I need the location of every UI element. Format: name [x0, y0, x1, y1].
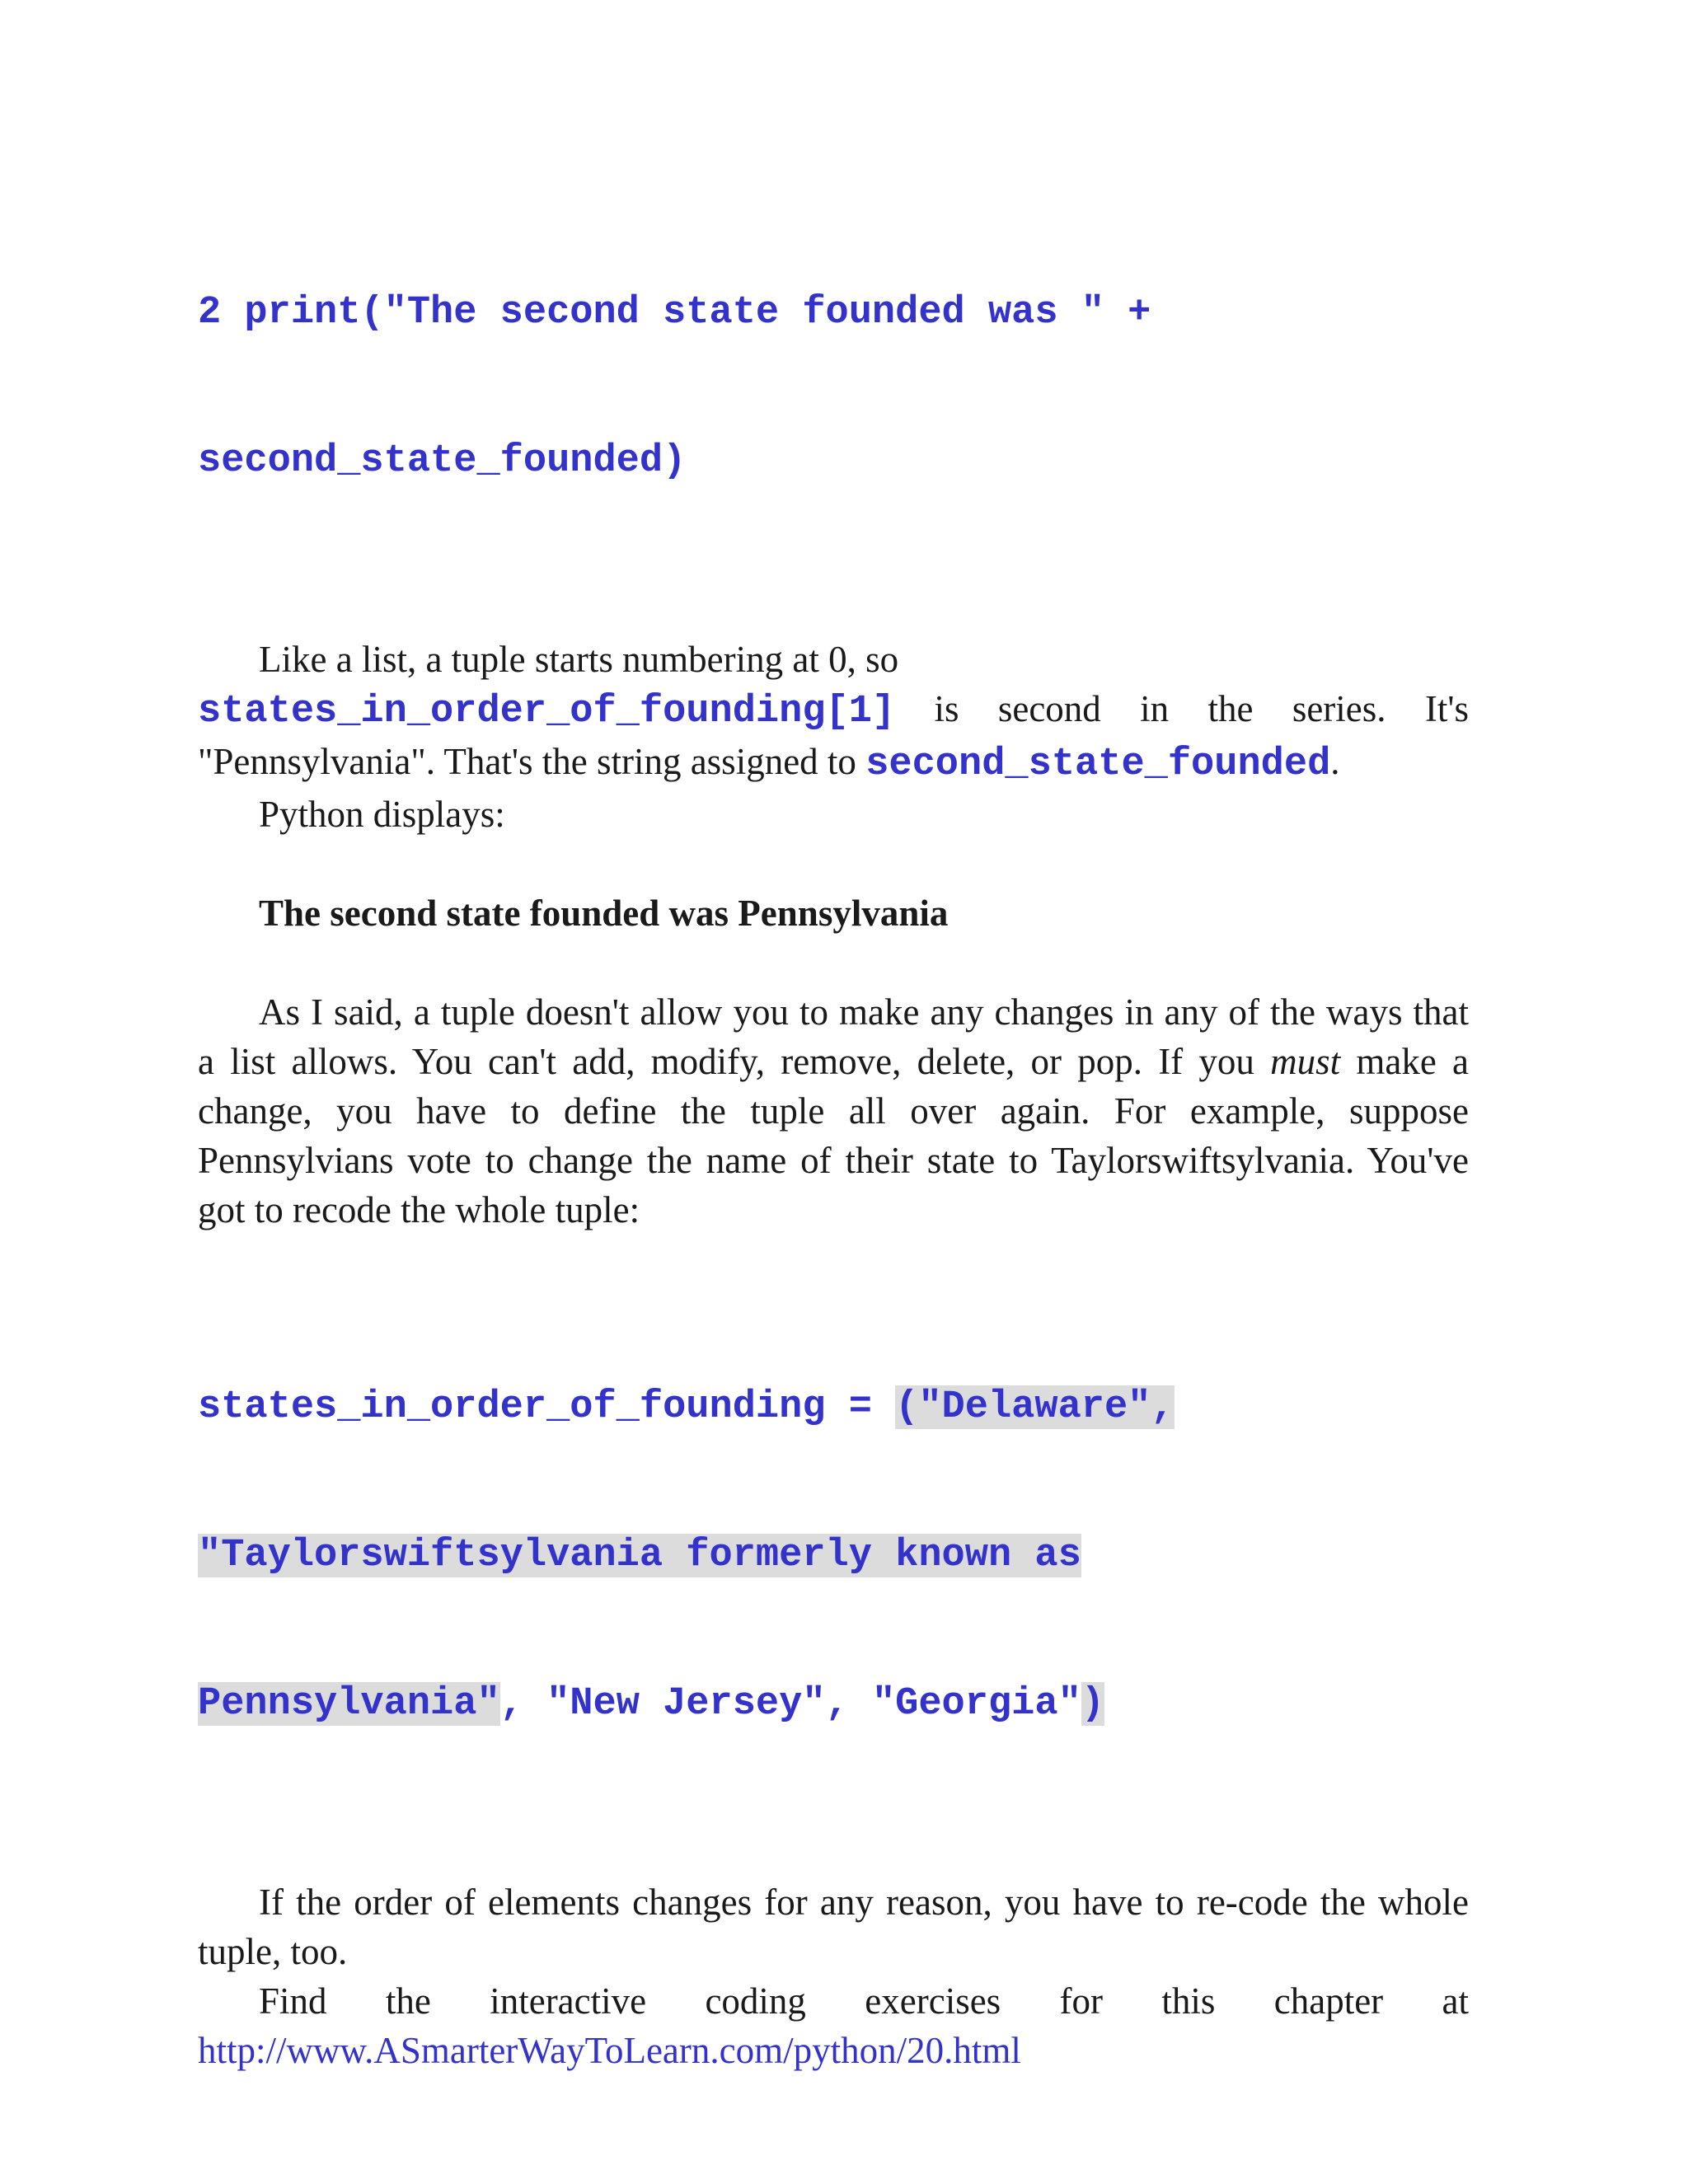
exercises-link[interactable]: http://www.ASmarterWayToLearn.com/python/20.html [198, 2030, 1021, 2071]
code-line [198, 1680, 1469, 1729]
emphasis-text: must [1270, 1041, 1341, 1082]
highlighted-code: ("Delaware", [895, 1385, 1175, 1429]
paragraph-python-displays [198, 790, 1469, 839]
code-text: states_in_order_of_founding = [198, 1385, 896, 1429]
code-line [198, 1383, 1469, 1432]
inline-code: states_in_order_of_founding[1] [198, 690, 896, 733]
spacer [198, 1235, 1469, 1284]
spacer [198, 585, 1469, 635]
spacer [198, 1828, 1469, 1877]
paragraph-text: make a change, you have to define the tuple all over again. For example, suppose Pennsylvians vote to change the name of their state to Taylorswiftsylvania. You've got to recode the whole tuple: [198, 1041, 1470, 1230]
paragraph-text: Find the interactive coding exercises for this chapter at [259, 1980, 1469, 2022]
spacer [198, 839, 1469, 888]
paragraph-exercises [198, 1976, 1469, 2026]
highlighted-code: "Taylorswiftsylvania formerly known as [198, 1534, 1081, 1577]
code-snippet-tuple [198, 1284, 1469, 1828]
paragraph-text: As I said, a tuple doesn't allow you to make any changes in any of the ways that a list allows. You can't add, modify, remove, delete, or pop. If you [198, 991, 1469, 1082]
paragraph-text: is second in the series. It's "Pennsylvania". That's the string assigned to [198, 688, 1469, 782]
paragraph-tuple-indexing [198, 635, 1469, 790]
paragraph-text: . [1330, 741, 1340, 782]
paragraph-text: If the order of elements changes for any reason, you have to re-code the whole tuple, too. [198, 1882, 1469, 1972]
highlighted-code: Pennsylvania" [198, 1682, 500, 1726]
paragraph-tuple-immutable [198, 987, 1469, 1235]
highlighted-code: ) [1081, 1682, 1105, 1726]
link-line [198, 2026, 1469, 2075]
document-page [198, 190, 1469, 2075]
paragraph-text: Like a list, a tuple starts numbering at 0, so [259, 639, 899, 680]
code-line: 2 print("The second state founded was " + [198, 291, 1151, 335]
code-line: second_state_founded) [198, 439, 687, 483]
code-line [198, 1531, 1469, 1581]
inline-code: second_state_founded [865, 743, 1331, 786]
program-output: The second state founded was Pennsylvania [259, 893, 949, 934]
paragraph-reorder [198, 1877, 1469, 1976]
code-snippet-print [198, 190, 1469, 585]
spacer [198, 938, 1469, 987]
paragraph-text: Python displays: [259, 794, 505, 835]
code-text: , "New Jersey", "Georgia" [499, 1682, 1081, 1726]
